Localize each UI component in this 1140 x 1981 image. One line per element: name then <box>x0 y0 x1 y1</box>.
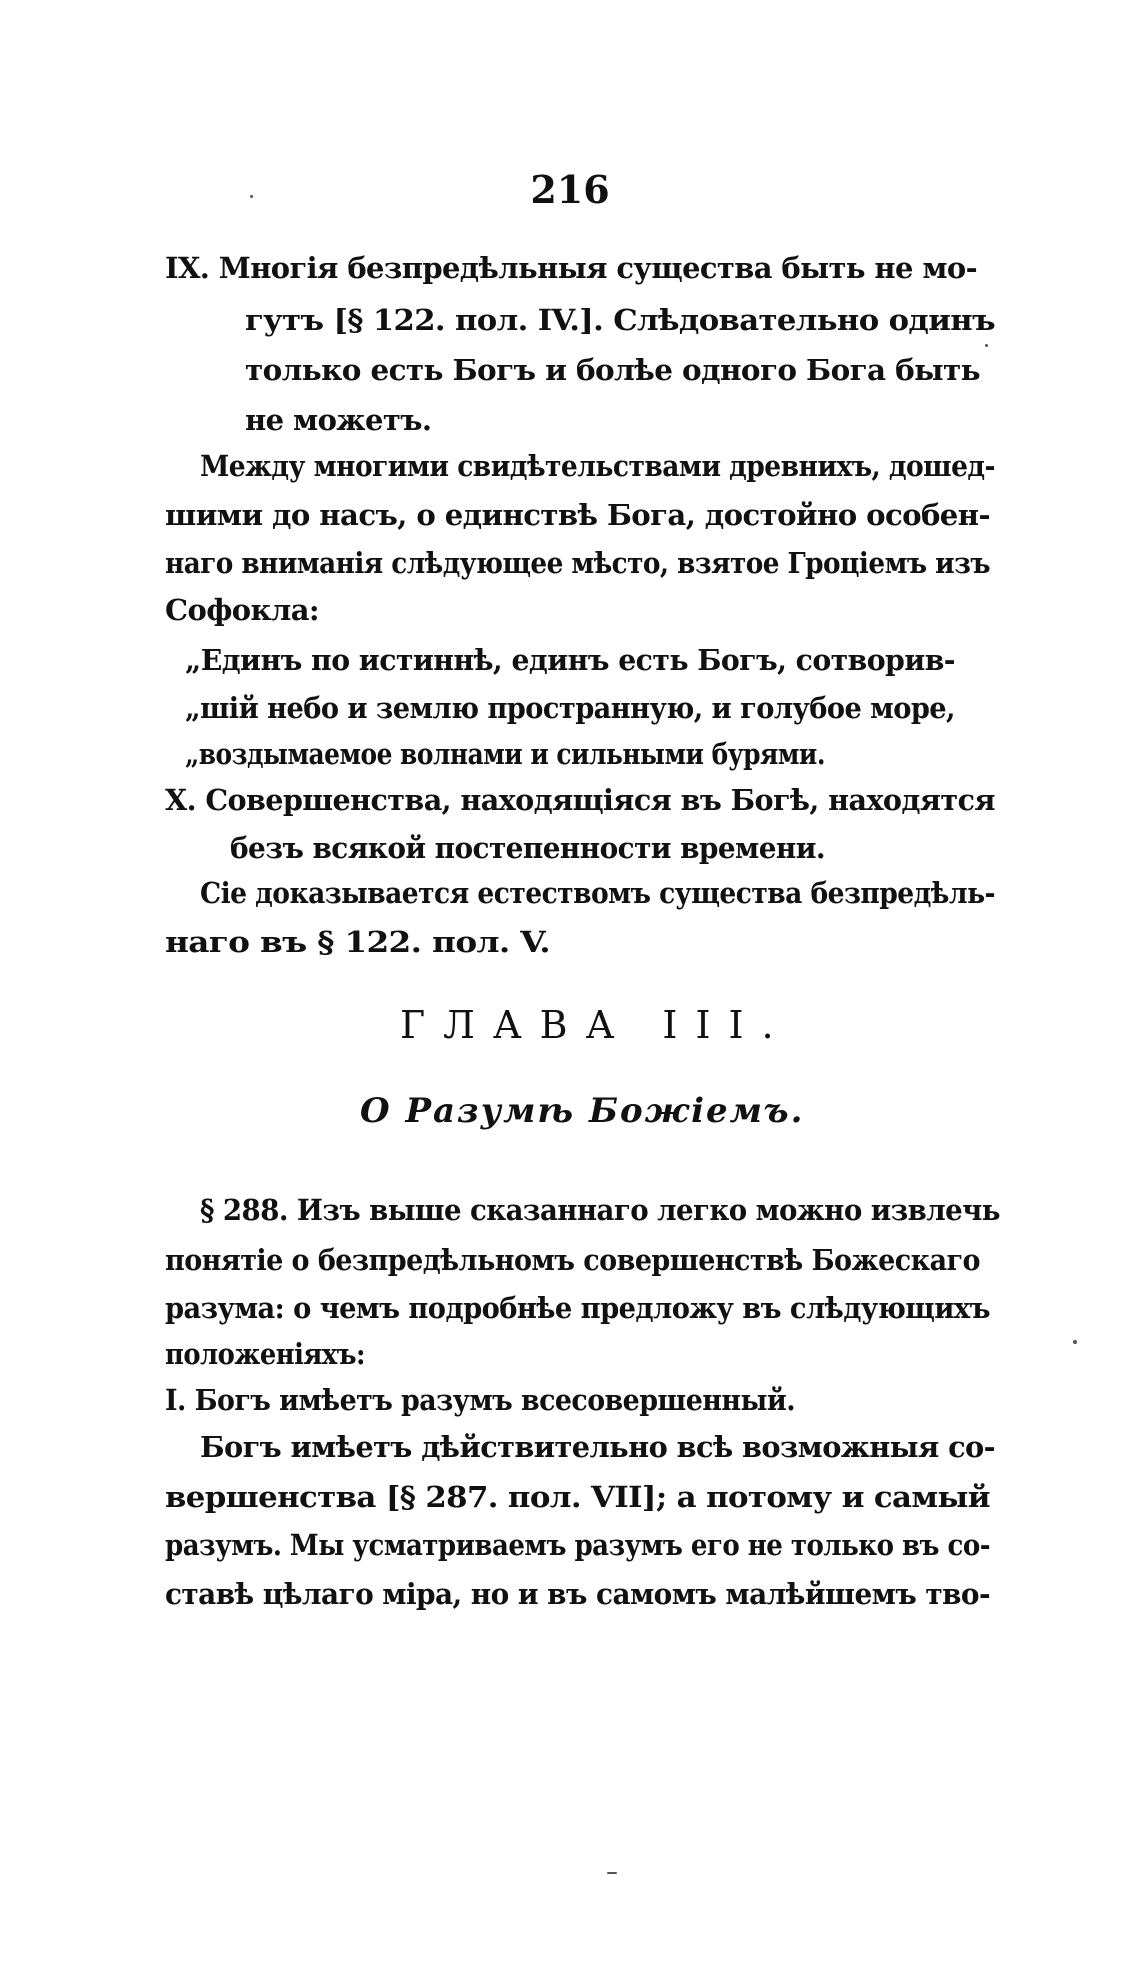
text-line <box>165 543 990 583</box>
text-line <box>245 400 431 440</box>
text-line <box>165 1574 990 1614</box>
text-line <box>200 446 995 486</box>
scan-speck <box>607 1872 617 1874</box>
text-line <box>165 780 995 820</box>
text-line <box>165 1334 365 1374</box>
scan-speck <box>985 344 988 347</box>
line-text: „Единъ по истиннѣ, единъ есть Богъ, сотворив- <box>185 643 955 677</box>
line-text: наго въ § 122. пол. V. <box>165 925 550 959</box>
line-text: положеніяхъ: <box>165 1337 365 1371</box>
line-text: наго вниманія слѣдующее мѣсто, взятое Гроціемъ изъ <box>165 546 990 580</box>
line-text: „воздымаемое волнами и сильными бурями. <box>185 737 826 771</box>
line-text: Софокла: <box>165 593 320 627</box>
line-text: гутъ [§ 122. пол. IV.]. Слѣдовательно одинъ <box>245 303 996 337</box>
line-text: X. Совершенства, находящіяся въ Богѣ, находятся <box>165 783 995 817</box>
line-text: только есть Богъ и болѣе одного Бога быть <box>245 353 981 387</box>
text-line <box>165 1477 990 1517</box>
line-text: „шій небо и землю пространную, и голубое море, <box>185 691 955 725</box>
page-number: 216 <box>530 167 610 212</box>
text-line <box>200 1190 1000 1230</box>
text-line <box>165 1288 990 1328</box>
text-line <box>165 248 977 288</box>
text-line <box>230 828 825 868</box>
text-line <box>165 922 550 962</box>
line-text: безъ всякой постепенности времени. <box>230 831 826 865</box>
text-line <box>165 495 990 535</box>
text-line <box>245 350 980 390</box>
text-line <box>165 590 319 630</box>
text-line <box>165 1240 980 1280</box>
chapter-subtitle: О Разумѣ Божіемъ. <box>360 1091 805 1131</box>
line-text: шими до насъ, о единствѣ Бога, достойно особен- <box>165 498 990 532</box>
line-text: Богъ имѣетъ дѣйствительно всѣ возможныя со- <box>200 1430 995 1464</box>
line-text: § 288. Изъ выше сказаннаго легко можно извлечь <box>200 1193 1000 1227</box>
line-text: IX. Многія безпредѣльныя существа быть не мо- <box>165 251 978 285</box>
text-line <box>200 1427 995 1467</box>
quote-line <box>185 734 825 774</box>
chapter-heading: ГЛАВА III. <box>400 1003 792 1047</box>
line-text: вершенства [§ 287. пол. VII]; а потому и самый <box>165 1480 990 1514</box>
scan-speck <box>250 195 253 198</box>
text-line <box>245 300 995 340</box>
text-line <box>165 1380 795 1420</box>
line-text: не можетъ. <box>245 403 432 437</box>
scan-speck <box>1073 1340 1077 1344</box>
line-text: Сіе доказывается естествомъ существа безпредѣль- <box>200 876 996 910</box>
text-line <box>200 873 995 913</box>
text-line <box>165 1525 990 1565</box>
line-text: I. Богъ имѣетъ разумъ всесовершенный. <box>165 1383 796 1417</box>
line-text: ставѣ цѣлаго міра, но и въ самомъ малѣйшемъ тво- <box>165 1577 990 1611</box>
quote-line <box>185 640 955 680</box>
line-text: Между многими свидѣтельствами древнихъ, дошед- <box>200 449 996 483</box>
line-text: понятіе о безпредѣльномъ совершенствѣ Божескаго <box>165 1243 980 1277</box>
quote-line <box>185 688 955 728</box>
line-text: разумъ. Мы усматриваемъ разумъ его не только въ со- <box>165 1528 990 1562</box>
line-text: разума: о чемъ подробнѣе предложу въ слѣдующихъ <box>165 1291 991 1325</box>
